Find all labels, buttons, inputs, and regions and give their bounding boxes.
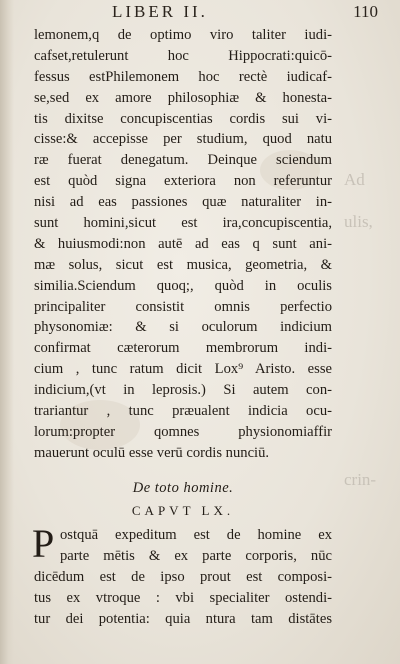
text-line: nisi ad eas passiones quæ naturaliter in- bbox=[34, 194, 332, 211]
text-line: & huiusmodi:non autē ad eas q sunt ani- bbox=[34, 235, 332, 252]
page-gutter bbox=[0, 0, 14, 664]
text-line: trariantur , tunc præualent indicia ocu- bbox=[34, 403, 332, 420]
running-title: LIBER II. bbox=[112, 2, 208, 21]
drop-cap: P bbox=[32, 521, 55, 566]
bleed-through-text: Ad bbox=[344, 170, 365, 189]
text-line: cafset,retulerunt hoc Hippocrati:quicō- bbox=[34, 47, 332, 64]
text-line: lorum:propter qomnes physionomiaffir bbox=[34, 423, 332, 440]
text-line: ostquā expeditum est de homine ex bbox=[60, 527, 332, 543]
text-line: indicium,(vt in leprosis.) Si autem con- bbox=[34, 382, 332, 399]
text-line: tur dei potentia: quia ntura tam distātes bbox=[34, 610, 332, 627]
text-line: principaliter consistit omnis perfectio bbox=[34, 298, 332, 315]
text-line: cium , tunc ratum dicit Lox⁹ Aristo. esse bbox=[34, 361, 332, 378]
text-line: fessus estPhilemonem hoc rectè iudicaf- bbox=[34, 68, 332, 85]
text-line: sunt homini,sicut est ira,concupiscentia, bbox=[34, 215, 332, 232]
section-heading: De toto homine. bbox=[132, 480, 234, 496]
text-line: tis dixitse concupiscentias cordis sui vi- bbox=[34, 110, 332, 127]
text-line: physonomiæ: & si oculorum indicium bbox=[34, 319, 332, 336]
text-line: mæ solus, sicut est musica, geometria, & bbox=[34, 256, 332, 273]
chapter-text bbox=[32, 521, 332, 629]
text-line: parte mētis & ex parte corporis, nūc bbox=[60, 547, 332, 564]
chapter-heading: CAPVT LX. bbox=[131, 503, 235, 518]
text-line: cisse:& accepisse per studium, quod natu bbox=[34, 131, 332, 148]
body-text bbox=[34, 25, 332, 464]
text-line: dicēdum est de ipso prout est composi- bbox=[34, 568, 332, 585]
page-number: 110 bbox=[353, 2, 378, 21]
running-head bbox=[20, 2, 400, 22]
bleed-through-text: crin- bbox=[344, 470, 377, 489]
text-line: se,sed ex amore philosophiæ & honesta- bbox=[34, 89, 332, 106]
text-line: mauerunt oculū esse verū cordis nunciū. bbox=[34, 444, 270, 461]
text-line: similia.Sciendum quoq;, quòd in oculis bbox=[34, 277, 332, 294]
text-line: tus ex vtroque : vbi specialiter ostendi- bbox=[34, 589, 332, 606]
bleed-through-text: ulis, bbox=[344, 212, 373, 231]
text-line: ræ fuerat denegatum. Deinque sciendum bbox=[34, 152, 332, 169]
text-line: est quòd signa exteriora non referuntur bbox=[34, 173, 332, 190]
text-line: confirmat cæterorum membrorum indi- bbox=[34, 340, 332, 357]
text-line: lemonem,q de optimo viro taliter iudi- bbox=[34, 27, 332, 43]
